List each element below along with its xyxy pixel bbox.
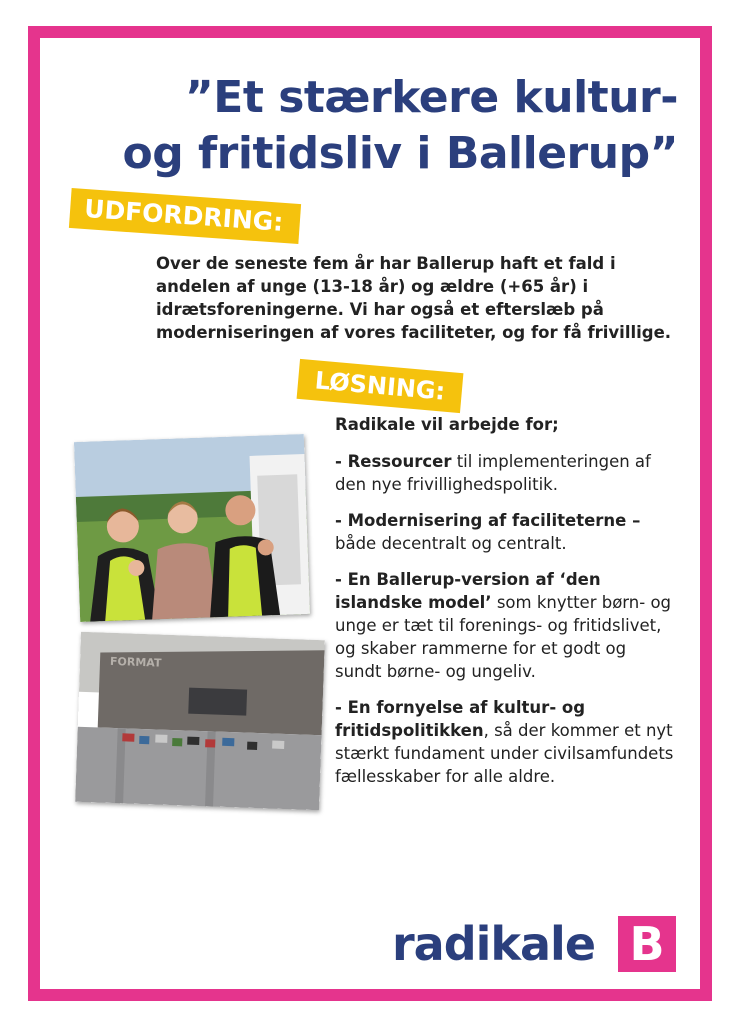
- building-sign: FORMAT: [109, 654, 162, 670]
- logo-letter-box: B: [618, 916, 676, 972]
- headline: [118, 70, 678, 182]
- solution-item-bold: - Modernisering af faciliteterne –: [335, 511, 641, 530]
- solution-item-bold: - En Ballerup-version af ‘den islandske model’: [335, 570, 601, 612]
- solution-item-facilities: [335, 509, 675, 555]
- solution-item-resources: [335, 450, 675, 496]
- logo-wordmark: radikale: [392, 917, 596, 971]
- solution-item-rest: som knytter børn- og unge er tæt til forenings- og fritidslivet, og skaber rammerne for et godt og sundt børne- og ungeliv.: [335, 593, 672, 681]
- challenge-text: Over de seneste fem år har Ballerup haft et fald i andelen af unge (13-18 år) og ældre (+65 år) i idrætsforeningerne. Vi har også et efterslæb på moderniseringen af vores faciliteter, og for få frivillige.: [156, 254, 672, 342]
- solution-item-bold: - Ressourcer: [335, 452, 452, 471]
- solution-item-culture-policy: [335, 696, 675, 788]
- solution-block: [335, 413, 675, 801]
- solution-item-bold: - En fornyelse af kultur- og fritidspolitikken: [335, 698, 586, 740]
- solution-intro: Radikale vil arbejde for;: [335, 415, 559, 434]
- photo-building-illustration: [75, 632, 325, 810]
- challenge-tag: UDFORDRING:: [69, 188, 301, 244]
- solution-tag: LØSNING:: [297, 359, 464, 413]
- solution-item-rest: til implementeringen af den nye frivillighedspolitik.: [335, 452, 651, 494]
- photo-people-illustration: [74, 434, 310, 622]
- headline-line-1: ”Et stærkere kultur-: [184, 72, 678, 123]
- solution-item-iceland-model: [335, 568, 675, 683]
- photo-three-people-thumbs-up: [74, 434, 310, 622]
- headline-line-2: og fritidsliv i Ballerup”: [122, 128, 678, 179]
- photo-building-outdoor-cinema: [75, 632, 325, 810]
- solution-item-rest: , så der kommer et nyt stærkt fundament under civilsamfundets fællesskaber for alle aldre.: [335, 721, 674, 786]
- solution-item-rest: både decentralt og centralt.: [335, 534, 567, 553]
